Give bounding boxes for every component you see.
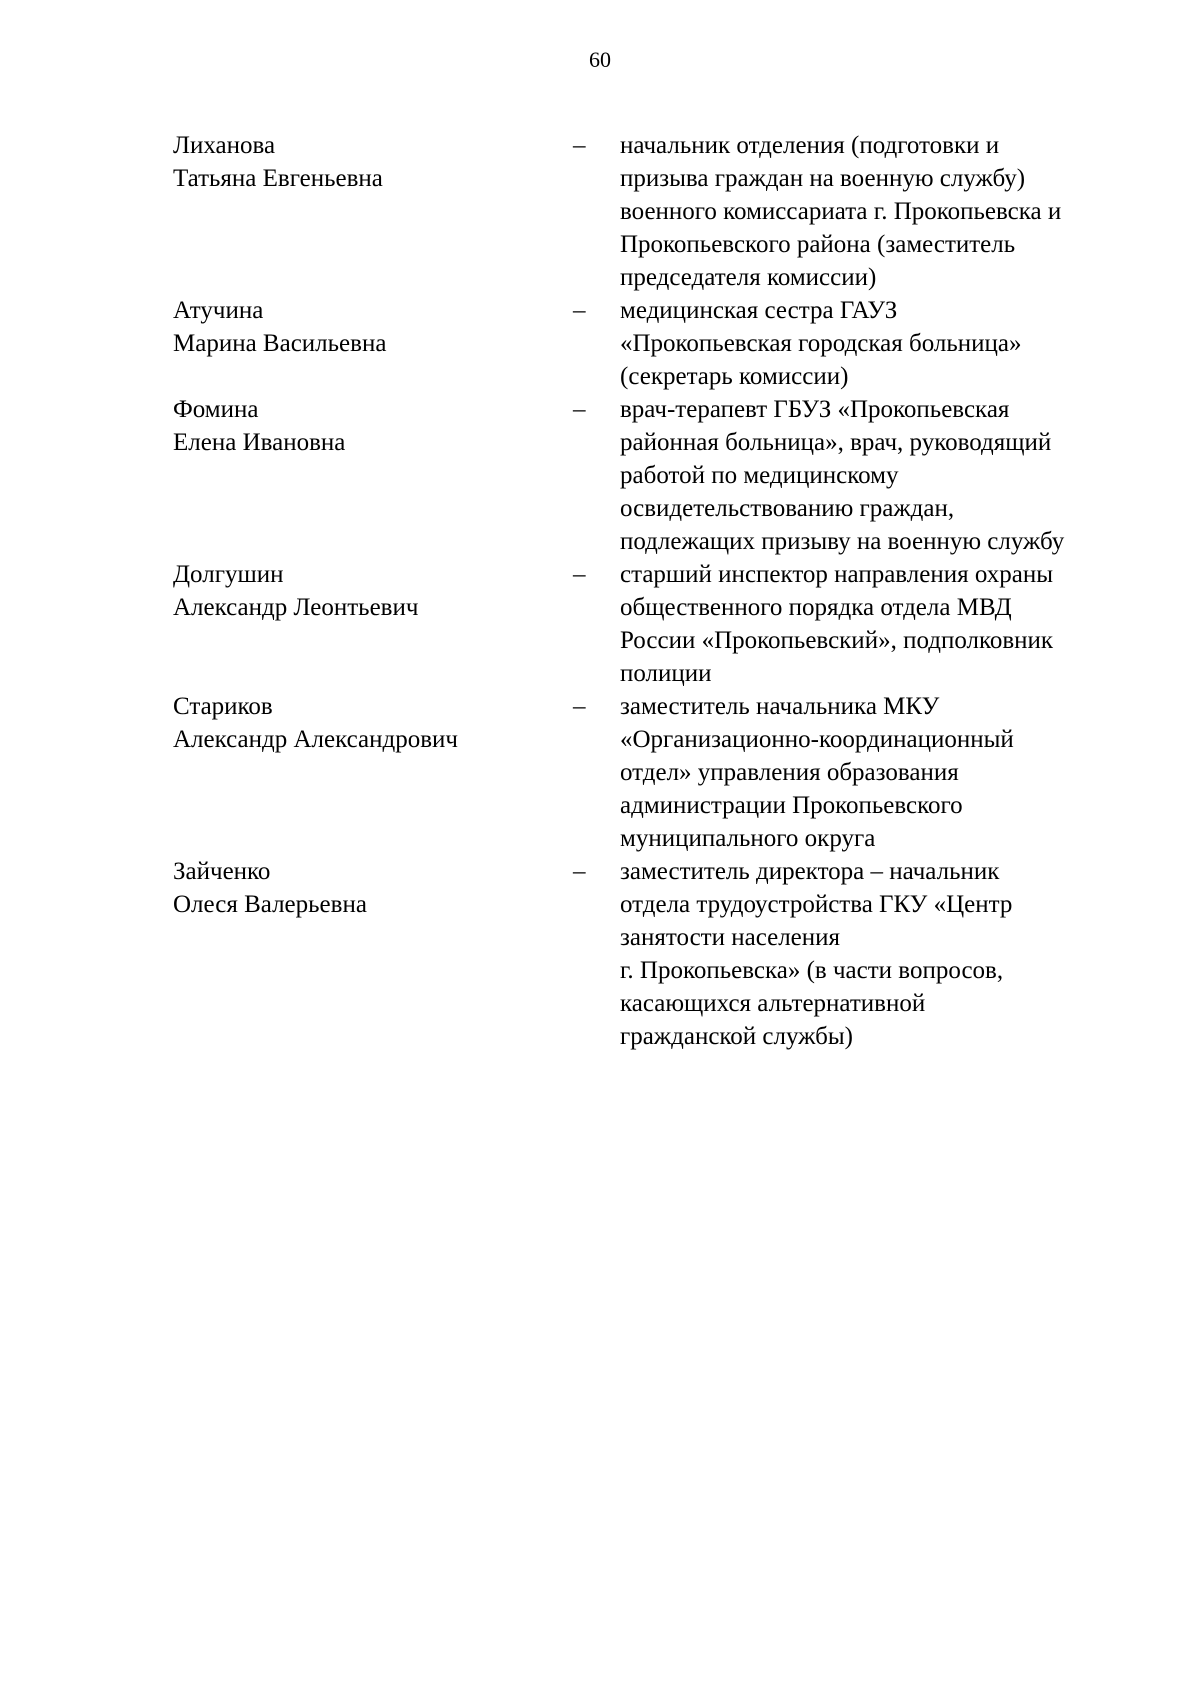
role-line: занятости населения <box>620 924 841 951</box>
member-name <box>173 690 573 756</box>
commission-member-list <box>173 129 1133 1053</box>
member-role <box>620 690 1133 855</box>
member-name <box>173 129 573 195</box>
role-line: заместитель директора – начальник <box>620 858 1000 885</box>
member-role <box>620 129 1133 294</box>
role-line: «Прокопьевская городская больница» <box>620 330 1022 357</box>
role-line: отдел» управления образования <box>620 759 959 786</box>
member-fomina <box>173 393 1133 558</box>
member-surname: Фомина <box>173 396 259 423</box>
member-role <box>620 393 1133 558</box>
member-dolgushin <box>173 558 1133 690</box>
member-zaychenko <box>173 855 1133 1053</box>
role-line: заместитель начальника МКУ <box>620 693 940 720</box>
role-line: врач-терапевт ГБУЗ «Прокопьевская <box>620 396 1010 423</box>
member-surname: Долгушин <box>173 561 284 588</box>
member-surname: Атучина <box>173 297 264 324</box>
role-line: Прокопьевского района (заместитель <box>620 231 1016 258</box>
role-line: начальник отделения (подготовки и <box>620 132 1000 159</box>
role-line: районная больница», врач, руководящий <box>620 429 1052 456</box>
member-dash: – <box>573 297 586 324</box>
page-number: 60 <box>589 47 611 72</box>
role-line: отдела трудоустройства ГКУ «Центр <box>620 891 1013 918</box>
member-given-names: Татьяна Евгеньевна <box>173 165 383 192</box>
member-dash: – <box>573 396 586 423</box>
role-line: полиции <box>620 660 712 687</box>
role-line: России «Прокопьевский», подполковник <box>620 627 1054 654</box>
role-line: военного комиссариата г. Прокопьевска и <box>620 198 1062 225</box>
role-line: гражданской службы) <box>620 1023 853 1050</box>
role-line: председателя комиссии) <box>620 264 877 291</box>
member-given-names: Александр Александрович <box>173 726 458 753</box>
member-given-names: Александр Леонтьевич <box>173 594 419 621</box>
member-role <box>620 855 1133 1053</box>
role-line: «Организационно-координационный <box>620 726 1014 753</box>
member-surname: Зайченко <box>173 858 271 885</box>
member-given-names: Олеся Валерьевна <box>173 891 367 918</box>
member-surname: Стариков <box>173 693 273 720</box>
role-line: освидетельствованию граждан, <box>620 495 955 522</box>
role-line: медицинская сестра ГАУЗ <box>620 297 898 324</box>
member-atuchina <box>173 294 1133 393</box>
member-dash: – <box>573 693 586 720</box>
role-line: муниципального округа <box>620 825 876 852</box>
member-name <box>173 558 573 624</box>
role-line: общественного порядка отдела МВД <box>620 594 1012 621</box>
member-name <box>173 855 573 921</box>
member-surname: Лиханова <box>173 132 276 159</box>
role-line: г. Прокопьевска» (в части вопросов, <box>620 957 1004 984</box>
role-line: администрации Прокопьевского <box>620 792 963 819</box>
role-line: призыва граждан на военную службу) <box>620 165 1026 192</box>
member-dash: – <box>573 132 586 159</box>
member-given-names: Марина Васильевна <box>173 330 387 357</box>
member-likhanova <box>173 129 1133 294</box>
member-role <box>620 294 1133 393</box>
member-given-names: Елена Ивановна <box>173 429 346 456</box>
member-name <box>173 393 573 459</box>
role-line: старший инспектор направления охраны <box>620 561 1053 588</box>
member-dash: – <box>573 561 586 588</box>
member-role <box>620 558 1133 690</box>
member-dash: – <box>573 858 586 885</box>
member-name <box>173 294 573 360</box>
member-starikov <box>173 690 1133 855</box>
role-line: касающихся альтернативной <box>620 990 926 1017</box>
role-line: (секретарь комиссии) <box>620 363 849 390</box>
role-line: подлежащих призыву на военную службу <box>620 528 1065 555</box>
role-line: работой по медицинскому <box>620 462 899 489</box>
